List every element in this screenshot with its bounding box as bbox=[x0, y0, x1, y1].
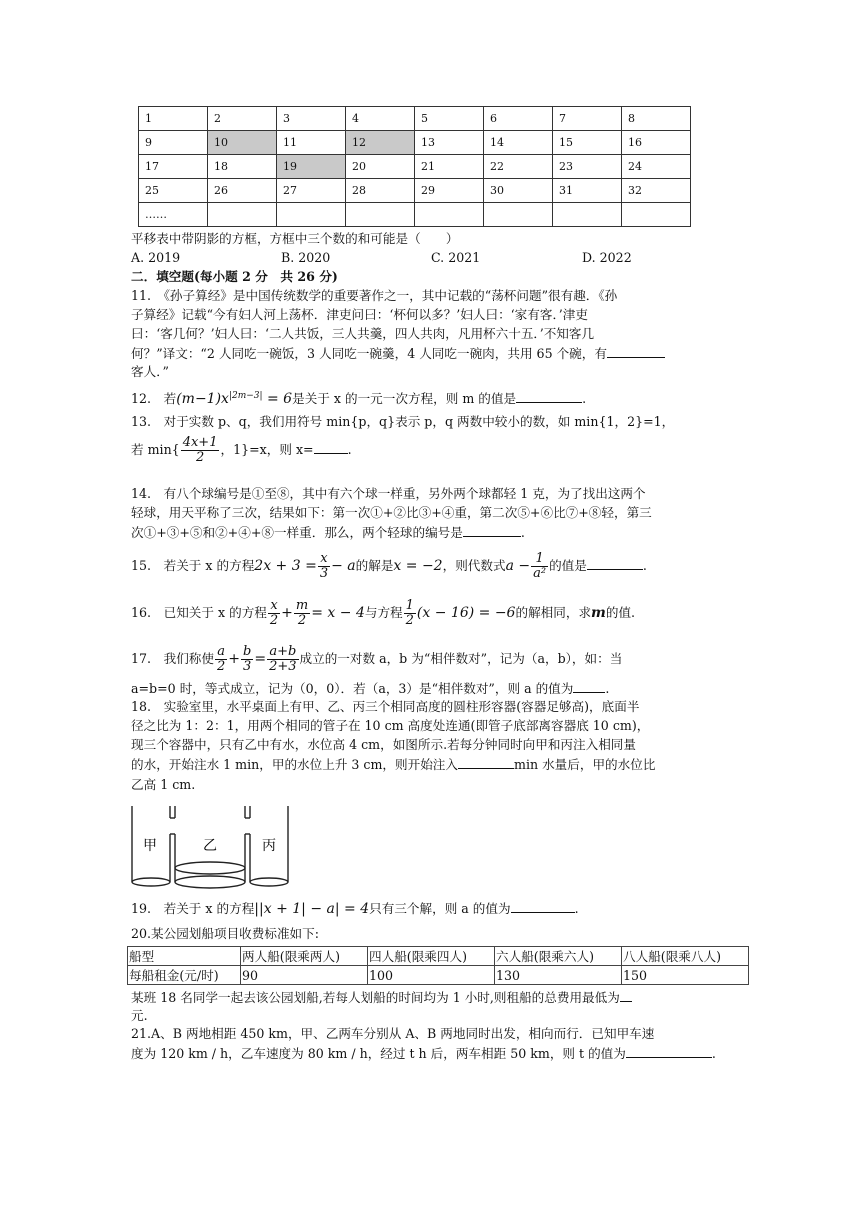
fee-header-cell: 六人船(限乘六人) bbox=[495, 947, 622, 966]
grid-cell: 11 bbox=[277, 131, 346, 155]
q17-line2: a=b=0 时，等式成立，记为（0，0）．若（a，3）是“相伴数对”，则 a 的值为 . bbox=[131, 681, 610, 696]
grid-cell: 20 bbox=[346, 155, 415, 179]
q21-answer-blank[interactable] bbox=[626, 1044, 712, 1058]
q10-option-b: B. 2020 bbox=[281, 250, 331, 265]
q20-after1: 某班 18 名同学一起去该公园划船,若每人划船的时间均为 1 小时,则租船的总费用最低为 bbox=[131, 988, 632, 1006]
q10-stem: 平移表中带阴影的方框，方框中三个数的和可能是（ ） bbox=[131, 231, 459, 246]
q11-line2: 子算经》记载“今有妇人河上荡杯．津吏问曰：‘杯何以多？’妇人曰：‘家有客．’津吏 bbox=[131, 307, 588, 322]
q12-line: 12. 若$(m-1)x^{|2m-3|} = 6$是关于 x 的一元一次方程，则 m 的值是 . bbox=[131, 391, 587, 408]
q13-line2: 若 min{ $\frac{4x+1}{2}$ ，1}=x，则 x= . bbox=[131, 435, 352, 465]
fee-cell: 150 bbox=[622, 966, 749, 985]
grid-cell: 16 bbox=[622, 131, 691, 155]
fee-table-header-row bbox=[128, 947, 749, 966]
grid-cell: 25 bbox=[139, 179, 208, 203]
grid-cell bbox=[277, 203, 346, 227]
q15-fraction-x: $\frac{x}{3}$ bbox=[319, 551, 329, 581]
q21-line2: 度为 120 km / h，乙车速度为 80 km / h，经过 t h 后，两车相距 50 km，则 t 的值为 . bbox=[131, 1046, 716, 1061]
grid-cell bbox=[208, 203, 277, 227]
q17-line1: 17. 我们称使 $\frac{a}{2}$ + $\frac{b}{3}$ = $\frac{a+b}{2+3}$ 成立的一对数 a，b 为“相伴数对”，记为（a，b），如：当 bbox=[131, 644, 623, 674]
q14-line1: 14. 有八个球编号是①至⑧，其中有六个球一样重，另外两个球都轻 1 克，为了找出这两个 bbox=[131, 486, 646, 501]
fee-header-cell: 两人船(限乘两人) bbox=[241, 947, 368, 966]
grid-cell: 23 bbox=[553, 155, 622, 179]
q17-fraction-b: $\frac{b}{3}$ bbox=[243, 644, 252, 674]
grid-cell: 1 bbox=[139, 107, 208, 131]
q10-option-d: D. 2022 bbox=[582, 250, 632, 265]
grid-cell: 21 bbox=[415, 155, 484, 179]
grid-cell: 32 bbox=[622, 179, 691, 203]
grid-cell: 31 bbox=[553, 179, 622, 203]
fee-table bbox=[127, 946, 749, 985]
grid-cell: 8 bbox=[622, 107, 691, 131]
grid-cell: 10 bbox=[208, 131, 277, 155]
grid-cell: …… bbox=[139, 203, 208, 227]
grid-cell: 9 bbox=[139, 131, 208, 155]
q16-fraction-x: $\frac{x}{2}$ bbox=[269, 598, 279, 628]
grid-cell: 3 bbox=[277, 107, 346, 131]
fee-header-cell: 四人船(限乘四人) bbox=[368, 947, 495, 966]
grid-cell: 15 bbox=[553, 131, 622, 155]
grid-row bbox=[139, 155, 691, 179]
fee-table-row bbox=[128, 966, 749, 985]
q19-equation: ||x + 1| − a| = 4 bbox=[254, 901, 370, 917]
containers-figure bbox=[130, 800, 290, 892]
container-label-b: 乙 bbox=[203, 838, 217, 854]
q10-option-a: A. 2019 bbox=[131, 250, 181, 265]
fee-cell: 90 bbox=[241, 966, 368, 985]
q14-line3: 次①+③+⑤和②+④+⑧一样重．那么，两个轻球的编号是 . bbox=[131, 525, 525, 540]
grid-cell: 28 bbox=[346, 179, 415, 203]
grid-cell bbox=[415, 203, 484, 227]
fee-cell: 130 bbox=[495, 966, 622, 985]
grid-cell: 13 bbox=[415, 131, 484, 155]
grid-cell: 4 bbox=[346, 107, 415, 131]
grid-cell: 2 bbox=[208, 107, 277, 131]
grid-row bbox=[139, 179, 691, 203]
q13-fraction: $\frac{4x+1}{2}$ bbox=[182, 435, 218, 465]
grid-cell: 27 bbox=[277, 179, 346, 203]
grid-cell: 19 bbox=[277, 155, 346, 179]
q13-line1: 13. 对于实数 p、q，我们用符号 min{p，q}表示 p，q 两数中较小的数，如 min{1，2}=1， bbox=[131, 414, 675, 429]
grid-cell: 17 bbox=[139, 155, 208, 179]
q15-answer-blank[interactable] bbox=[587, 556, 643, 570]
grid-cell: 5 bbox=[415, 107, 484, 131]
grid-cell bbox=[622, 203, 691, 227]
fee-header-cell: 船型 bbox=[128, 947, 241, 966]
q15-fraction-a: $\frac{1}{\text{a²}}$ bbox=[533, 551, 547, 581]
grid-row bbox=[139, 131, 691, 155]
q16-line: 16. 已知关于 x 的方程 $\frac{x}{2}$ + $\frac{m}{2}$ = x − 4与方程 $\frac{1}{2}$ (x − 16) = −6的解相同，求m的值. bbox=[131, 598, 636, 628]
fee-header-cell: 八人船(限乘八人) bbox=[622, 947, 749, 966]
q18-answer-blank[interactable] bbox=[458, 755, 514, 769]
q19-answer-blank[interactable] bbox=[511, 899, 575, 913]
q12-equation: (m−1)x bbox=[176, 391, 229, 408]
q17-fraction-sum: $\frac{a+b}{2+3}$ bbox=[269, 644, 297, 674]
q12-answer-blank[interactable] bbox=[516, 389, 582, 403]
grid-row bbox=[139, 203, 691, 227]
q11-line3: 曰：‘客几何？’妇人曰：‘二人共饭，三人共羹，四人共肉，凡用杯六十五．’不知客几 bbox=[131, 326, 595, 341]
q11-line4: 何？”译文：“2 人同吃一碗饭，3 人同吃一碗羹，4 人同吃一碗肉，共用 65 个碗，有 bbox=[131, 344, 665, 362]
q18-line5: 乙高 1 cm. bbox=[131, 777, 196, 792]
q11-line5: 客人．” bbox=[131, 364, 169, 379]
q18-line4: 的水，开始注水 1 min，甲的水位上升 3 cm，则开始注入 min 水量后，甲的水位比 bbox=[131, 757, 656, 772]
grid-cell: 12 bbox=[346, 131, 415, 155]
grid-cell: 7 bbox=[553, 107, 622, 131]
q18-line3: 现三个容器中，只有乙中有水，水位高 4 cm，如图所示.若每分钟同时向甲和丙注入相同量 bbox=[131, 737, 636, 752]
grid-cell: 24 bbox=[622, 155, 691, 179]
fee-cell: 每船租金(元/时) bbox=[128, 966, 241, 985]
grid-cell bbox=[484, 203, 553, 227]
q14-line2: 轻球，用天平称了三次，结果如下：第一次①+②比③+④重，第二次⑤+⑥比⑦+⑧轻，第三 bbox=[131, 505, 652, 520]
q11-line1: 11. 《孙子算经》是中国传统数学的重要著作之一，其中记载的“荡杯问题”很有趣．《孙 bbox=[131, 288, 618, 303]
grid-cell: 30 bbox=[484, 179, 553, 203]
q20-after2: 元. bbox=[131, 1008, 148, 1023]
container-label-a: 甲 bbox=[143, 838, 157, 854]
grid-cell: 29 bbox=[415, 179, 484, 203]
number-grid bbox=[138, 106, 691, 227]
container-label-c: 丙 bbox=[262, 838, 276, 854]
q15-line: 15. 若关于 x 的方程2x + 3 = $\frac{x}{3}$ − a的解是x = −2，则代数式a − $\frac{1}{\text{a²}}$ 的值是 . bbox=[131, 551, 647, 581]
q18-line2: 径之比为 1：2：1，用两个相同的管子在 10 cm 高度处连通(即管子底部离容器底 10 cm)， bbox=[131, 718, 650, 733]
grid-row bbox=[139, 107, 691, 131]
q20-line1: 20.某公园划船项目收费标准如下: bbox=[131, 926, 319, 941]
q17-fraction-a: $\frac{a}{2}$ bbox=[217, 644, 226, 674]
fee-cell: 100 bbox=[368, 966, 495, 985]
grid-cell: 26 bbox=[208, 179, 277, 203]
q13-answer-blank[interactable] bbox=[314, 440, 348, 454]
grid-cell: 22 bbox=[484, 155, 553, 179]
q19-line: 19. 若关于 x 的方程||x + 1| − a| = 4只有三个解，则 a 的值为 . bbox=[131, 901, 579, 917]
grid-cell: 6 bbox=[484, 107, 553, 131]
q20-answer-blank[interactable] bbox=[620, 988, 632, 1002]
q16-fraction-half: $\frac{1}{2}$ bbox=[405, 598, 414, 628]
q17-answer-blank[interactable] bbox=[573, 679, 605, 693]
q10-option-c: C. 2021 bbox=[431, 250, 481, 265]
grid-cell: 18 bbox=[208, 155, 277, 179]
grid-cell bbox=[553, 203, 622, 227]
q11-answer-blank[interactable] bbox=[607, 344, 665, 358]
q18-line1: 18. 实验室里，水平桌面上有甲、乙、丙三个相同高度的圆柱形容器(容器足够高)，底面半 bbox=[131, 699, 640, 714]
q21-line1: 21.A、B 两地相距 450 km，甲、乙两车分别从 A、B 两地同时出发，相向而行．已知甲车速 bbox=[131, 1026, 655, 1041]
grid-cell: 14 bbox=[484, 131, 553, 155]
q16-fraction-m: $\frac{m}{2}$ bbox=[295, 598, 309, 628]
grid-cell bbox=[346, 203, 415, 227]
section-heading: 二．填空题(每小题 2 分 共 26 分) bbox=[131, 269, 338, 284]
q14-answer-blank[interactable] bbox=[463, 523, 521, 537]
